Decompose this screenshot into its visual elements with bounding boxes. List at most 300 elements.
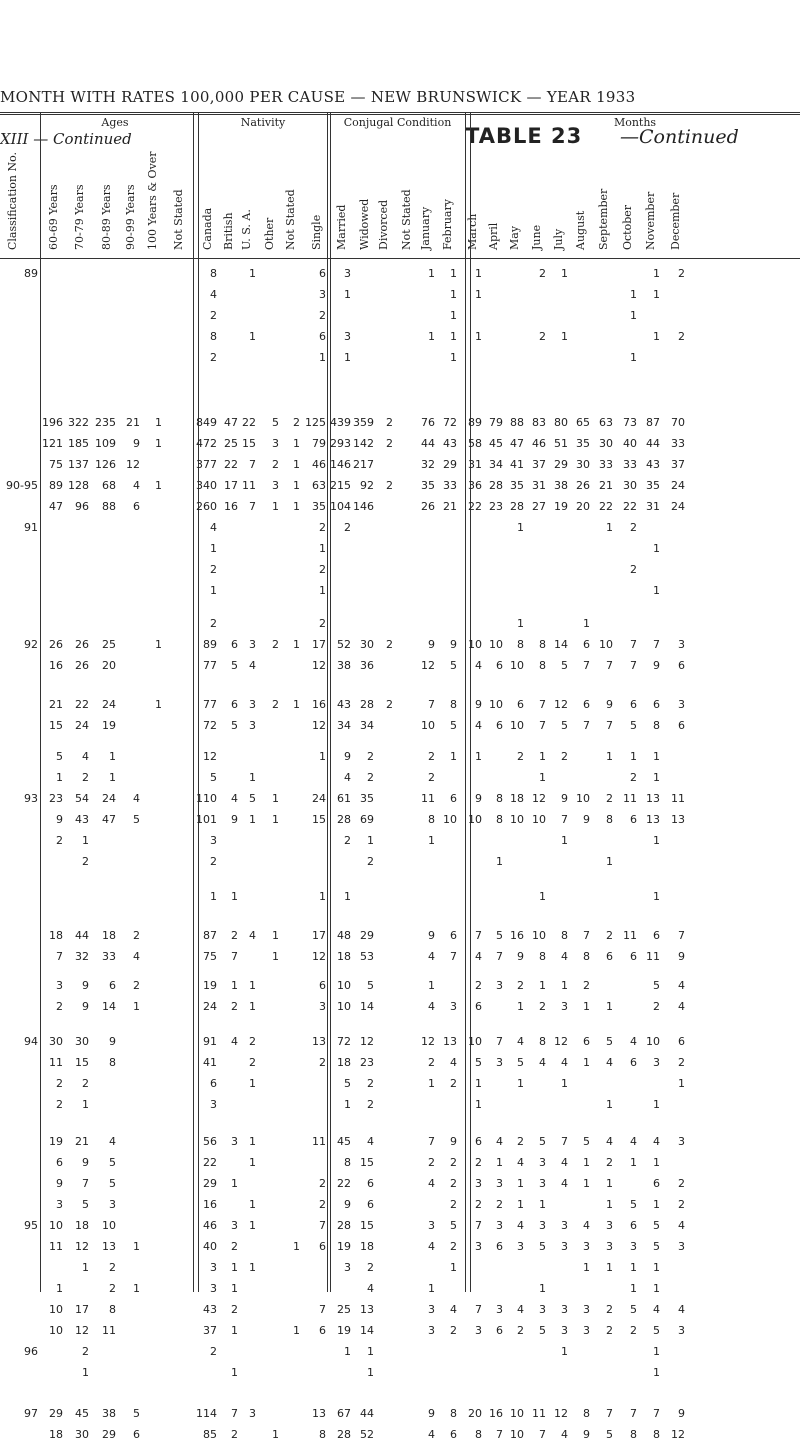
table-cell	[164, 1345, 188, 1359]
table-cell: 14	[360, 1324, 374, 1337]
table-cell: 1	[653, 771, 660, 784]
table-cell: 2	[319, 1198, 326, 1211]
table-cell: 23	[489, 500, 503, 513]
table-cell: 7	[606, 719, 613, 732]
table-cell: 2	[653, 1000, 660, 1013]
column-header: July	[552, 228, 565, 250]
table-cell	[661, 771, 685, 785]
table-cell: 2	[272, 638, 279, 651]
table-cell: 45	[489, 437, 503, 450]
table-cell: 34	[337, 719, 351, 732]
table-cell: 47	[102, 813, 116, 826]
table-cell: 1	[653, 330, 660, 343]
table-cell: 1	[517, 521, 524, 534]
table-cell: 9	[428, 638, 435, 651]
table-cell: 31	[532, 479, 546, 492]
table-cell: 23	[360, 1056, 374, 1069]
table-cell: 10	[646, 1035, 660, 1048]
table-cell: 12	[75, 1240, 89, 1253]
table-cell	[369, 1177, 393, 1191]
table-cell	[164, 288, 188, 302]
column-header: June	[530, 224, 543, 250]
table-cell: 1	[517, 617, 524, 630]
table-cell: 4	[678, 979, 685, 992]
table-cell: 439	[330, 416, 351, 429]
table-cell: 1	[606, 1098, 613, 1111]
table-cell: 4	[210, 288, 217, 301]
table-cell: 8	[653, 719, 660, 732]
column-header: Single	[310, 214, 323, 250]
table-cell	[138, 1366, 162, 1380]
table-cell: 10	[337, 1000, 351, 1013]
table-cell: 45	[337, 1135, 351, 1148]
table-cell	[164, 698, 188, 712]
table-cell	[589, 1282, 613, 1296]
table-cell: 1	[367, 1345, 374, 1358]
table-cell: 4	[133, 950, 140, 963]
table-cell	[500, 834, 524, 848]
table-cell: 2	[386, 479, 393, 492]
table-cell	[164, 309, 188, 323]
table-cell	[138, 1282, 162, 1296]
table-cell	[39, 563, 63, 577]
table-cell: 1	[319, 584, 326, 597]
table-cell: 38	[102, 1407, 116, 1420]
table-cell: 5	[450, 1219, 457, 1232]
table-cell	[232, 584, 256, 598]
table-cell	[589, 309, 613, 323]
table-cell	[544, 563, 568, 577]
table-cell: 76	[421, 416, 435, 429]
table-cell: 17	[312, 929, 326, 942]
table-cell: 6	[630, 1219, 637, 1232]
table-cell	[500, 542, 524, 556]
table-cell: 2	[344, 521, 351, 534]
table-cell: 3	[56, 979, 63, 992]
table-cell: 1	[249, 771, 256, 784]
table-cell	[636, 309, 660, 323]
table-cell	[116, 1366, 140, 1380]
table-cell: 5	[539, 1240, 546, 1253]
table-cell	[411, 351, 435, 365]
table-cell	[522, 563, 546, 577]
column-header: Canada	[201, 207, 214, 250]
table-cell	[164, 750, 188, 764]
table-cell: 4	[231, 792, 238, 805]
table-cell: 89	[468, 416, 482, 429]
table-cell: 1	[293, 1324, 300, 1337]
table-cell	[138, 458, 162, 472]
table-cell	[164, 1303, 188, 1317]
table-cell	[302, 1098, 326, 1112]
table-cell	[276, 1135, 300, 1149]
table-cell	[433, 584, 457, 598]
table-row	[0, 479, 800, 493]
table-cell: 30	[75, 1035, 89, 1048]
table-cell	[327, 1366, 351, 1380]
table-cell	[369, 1428, 393, 1442]
table-cell	[39, 309, 63, 323]
table-cell: 15	[360, 1156, 374, 1169]
table-cell: 1	[539, 771, 546, 784]
table-cell: 2	[630, 1324, 637, 1337]
table-cell: 1	[293, 1240, 300, 1253]
table-cell: 72	[443, 416, 457, 429]
table-cell	[613, 1177, 637, 1191]
table-cell	[276, 1345, 300, 1359]
table-cell	[164, 330, 188, 344]
table-cell: 2	[210, 1345, 217, 1358]
table-cell	[369, 929, 393, 943]
table-cell: 32	[75, 950, 89, 963]
table-cell: 2	[678, 1198, 685, 1211]
table-cell	[116, 1261, 140, 1275]
table-cell	[369, 542, 393, 556]
table-row	[0, 855, 800, 869]
table-cell	[369, 267, 393, 281]
table-cell	[92, 1345, 116, 1359]
table-cell: 1	[133, 1282, 140, 1295]
group-months: Months	[613, 116, 657, 129]
table-cell: 1	[450, 267, 457, 280]
table-cell: 3	[249, 1407, 256, 1420]
table-cell	[39, 330, 63, 344]
table-cell	[164, 500, 188, 514]
table-cell: 2	[319, 309, 326, 322]
table-cell: 6	[517, 698, 524, 711]
table-cell: 4	[428, 1240, 435, 1253]
table-cell: 2	[583, 979, 590, 992]
table-cell	[39, 1366, 63, 1380]
table-cell	[589, 834, 613, 848]
table-cell: 3	[344, 267, 351, 280]
table-cell	[116, 1077, 140, 1091]
table-cell: 3	[272, 437, 279, 450]
table-cell	[302, 1366, 326, 1380]
table-cell: 16	[49, 659, 63, 672]
table-cell: 23	[49, 792, 63, 805]
table-cell	[39, 1345, 63, 1359]
table-cell: 7	[630, 659, 637, 672]
table-cell: 13	[646, 813, 660, 826]
table-cell: 1	[583, 617, 590, 630]
table-cell: 5	[249, 792, 256, 805]
table-cell	[433, 890, 457, 904]
table-cell: 1	[272, 1428, 279, 1441]
table-cell: 3	[496, 1303, 503, 1316]
table-cell: 2	[428, 1056, 435, 1069]
table-cell: 33	[443, 479, 457, 492]
table-row	[0, 1056, 800, 1070]
table-cell: 3	[231, 1219, 238, 1232]
table-cell: 10	[468, 638, 482, 651]
table-cell	[164, 792, 188, 806]
column-header: Widowed	[358, 198, 371, 250]
table-cell: 35	[312, 500, 326, 513]
table-cell	[369, 750, 393, 764]
table-cell	[276, 563, 300, 577]
table-cell: 18	[75, 1219, 89, 1232]
table-cell	[138, 563, 162, 577]
table-cell: 9	[82, 1156, 89, 1169]
table-cell: 4	[561, 950, 568, 963]
table-cell: 9	[475, 792, 482, 805]
table-cell	[636, 521, 660, 535]
table-cell	[369, 1219, 393, 1233]
table-cell: 2	[82, 855, 89, 868]
table-cell: 28	[360, 698, 374, 711]
table-cell	[433, 521, 457, 535]
table-cell: 2	[249, 1035, 256, 1048]
table-cell: 9	[56, 1177, 63, 1190]
table-cell	[138, 855, 162, 869]
table-cell	[39, 617, 63, 631]
table-cell	[566, 855, 590, 869]
table-cell: 2	[630, 563, 637, 576]
table-cell: 7	[678, 929, 685, 942]
table-cell: 11	[49, 1056, 63, 1069]
table-cell	[164, 834, 188, 848]
table-cell: 2	[630, 771, 637, 784]
table-cell: 24	[102, 792, 116, 805]
table-cell: 1	[653, 834, 660, 847]
table-cell	[138, 1407, 162, 1421]
table-cell	[566, 1366, 590, 1380]
table-cell	[39, 542, 63, 556]
table-cell	[589, 979, 613, 993]
table-cell: 2	[517, 1135, 524, 1148]
table-cell: 5	[133, 813, 140, 826]
table-cell: 2	[450, 1077, 457, 1090]
table-cell: 4	[517, 1156, 524, 1169]
table-cell	[433, 542, 457, 556]
table-cell: 2	[56, 834, 63, 847]
column-header: December	[669, 192, 682, 250]
table-cell: 25	[224, 437, 238, 450]
table-cell: 2	[517, 979, 524, 992]
table-cell	[116, 1098, 140, 1112]
table-cell	[522, 351, 546, 365]
table-cell: 18	[102, 929, 116, 942]
column-header: British	[222, 212, 235, 250]
table-cell	[164, 1000, 188, 1014]
table-cell	[411, 521, 435, 535]
table-cell	[369, 890, 393, 904]
table-cell: 1	[653, 1261, 660, 1274]
table-cell: 43	[443, 437, 457, 450]
table-cell: 2	[450, 1324, 457, 1337]
table-cell: 5	[210, 771, 217, 784]
table-cell	[411, 584, 435, 598]
table-cell	[411, 617, 435, 631]
table-cell: 7	[475, 929, 482, 942]
table-cell: 33	[599, 458, 613, 471]
table-cell	[232, 750, 256, 764]
table-cell: 1	[155, 698, 162, 711]
table-cell: 215	[330, 479, 351, 492]
table-cell: 19	[49, 1135, 63, 1148]
table-cell: 6	[630, 813, 637, 826]
table-cell: 52	[337, 638, 351, 651]
table-cell	[589, 1366, 613, 1380]
table-row	[0, 1156, 800, 1170]
table-cell: 3	[561, 1324, 568, 1337]
table-row	[0, 267, 800, 281]
table-cell	[232, 855, 256, 869]
table-cell	[566, 351, 590, 365]
table-cell	[589, 1077, 613, 1091]
table-cell: 1	[475, 267, 482, 280]
column-header: 60-69 Years	[47, 184, 60, 250]
table-cell	[164, 1366, 188, 1380]
table-cell: 8	[583, 950, 590, 963]
table-cell	[302, 1261, 326, 1275]
table-cell	[544, 309, 568, 323]
table-cell	[500, 584, 524, 598]
table-cell	[522, 1261, 546, 1275]
table-cell: 7	[475, 1303, 482, 1316]
table-cell	[276, 1407, 300, 1421]
table-cell: 48	[337, 929, 351, 942]
table-cell: 1	[583, 1156, 590, 1169]
table-cell: 3	[249, 719, 256, 732]
table-cell: 56	[203, 1135, 217, 1148]
table-cell: 26	[75, 659, 89, 672]
table-cell	[116, 834, 140, 848]
table-cell	[65, 617, 89, 631]
table-cell: 11	[102, 1324, 116, 1337]
table-cell	[276, 950, 300, 964]
column-header: Divorced	[377, 199, 390, 250]
table-cell: 58	[468, 437, 482, 450]
table-cell	[544, 1282, 568, 1296]
table-cell: 1	[653, 288, 660, 301]
table-cell: 1	[109, 771, 116, 784]
table-cell: 7	[496, 950, 503, 963]
table-cell	[613, 890, 637, 904]
table-cell: 29	[443, 458, 457, 471]
table-cell	[164, 1407, 188, 1421]
table-row	[0, 288, 800, 302]
table-cell	[164, 1261, 188, 1275]
table-cell	[302, 771, 326, 785]
table-cell: 30	[75, 1428, 89, 1441]
table-cell	[411, 1345, 435, 1359]
table-cell: 8	[539, 1035, 546, 1048]
table-row	[0, 890, 800, 904]
table-cell	[661, 617, 685, 631]
table-cell: 4	[653, 1303, 660, 1316]
table-row	[0, 1177, 800, 1191]
table-cell	[411, 309, 435, 323]
column-header: 70-79 Years	[73, 184, 86, 250]
table-cell	[411, 542, 435, 556]
table-cell: 146	[353, 500, 374, 513]
table-cell: 4	[561, 1177, 568, 1190]
table-cell	[302, 1282, 326, 1296]
table-cell: 3	[606, 1240, 613, 1253]
table-cell	[116, 659, 140, 673]
table-cell: 8	[606, 813, 613, 826]
table-cell: 10	[510, 659, 524, 672]
table-cell: 2	[272, 698, 279, 711]
table-cell	[116, 617, 140, 631]
table-cell	[276, 617, 300, 631]
table-cell: 7	[231, 950, 238, 963]
table-cell: 6	[630, 1056, 637, 1069]
table-cell	[276, 792, 300, 806]
table-cell	[613, 617, 637, 631]
table-cell: 35	[421, 479, 435, 492]
table-cell: 6	[630, 950, 637, 963]
table-cell: 9	[428, 929, 435, 942]
table-cell: 849	[196, 416, 217, 429]
table-cell: 8	[475, 1428, 482, 1441]
table-cell: 13	[360, 1303, 374, 1316]
table-cell: 51	[554, 437, 568, 450]
table-cell: 4	[367, 1282, 374, 1295]
table-cell	[276, 330, 300, 344]
table-cell: 8	[517, 638, 524, 651]
table-cell: 235	[95, 416, 116, 429]
table-cell	[566, 521, 590, 535]
table-cell	[369, 855, 393, 869]
table-cell	[589, 542, 613, 556]
table-cell: 9	[583, 1428, 590, 1441]
table-cell	[164, 855, 188, 869]
table-cell: 88	[510, 416, 524, 429]
table-cell: 8	[539, 950, 546, 963]
table-cell: 1	[367, 834, 374, 847]
table-cell: 4	[249, 659, 256, 672]
table-cell: 2	[319, 563, 326, 576]
table-row	[0, 979, 800, 993]
table-cell: 5	[539, 1324, 546, 1337]
table-cell: 4	[428, 1177, 435, 1190]
table-cell: 1	[583, 1261, 590, 1274]
table-cell	[138, 617, 162, 631]
table-cell: 5	[539, 1135, 546, 1148]
table-cell: 3	[475, 1324, 482, 1337]
table-cell: 13	[102, 1240, 116, 1253]
table-cell: 3	[517, 1240, 524, 1253]
table-cell: 2	[344, 834, 351, 847]
table-cell	[566, 288, 590, 302]
table-cell	[164, 1056, 188, 1070]
table-cell	[92, 542, 116, 556]
table-cell	[232, 950, 256, 964]
table-cell	[613, 267, 637, 281]
table-cell	[92, 288, 116, 302]
table-cell: 10	[49, 1219, 63, 1232]
table-cell: 10	[532, 929, 546, 942]
table-cell	[302, 1156, 326, 1170]
table-cell: 1	[249, 1198, 256, 1211]
table-cell: 2	[367, 855, 374, 868]
table-cell: 1	[155, 437, 162, 450]
table-cell	[276, 267, 300, 281]
table-cell	[276, 771, 300, 785]
table-cell: 61	[337, 792, 351, 805]
table-cell: 4	[210, 521, 217, 534]
table-cell: 72	[203, 719, 217, 732]
table-cell	[411, 1098, 435, 1112]
table-cell	[522, 542, 546, 556]
column-header: May	[508, 225, 521, 250]
table-cell	[65, 351, 89, 365]
table-cell	[369, 1056, 393, 1070]
table-cell	[369, 813, 393, 827]
